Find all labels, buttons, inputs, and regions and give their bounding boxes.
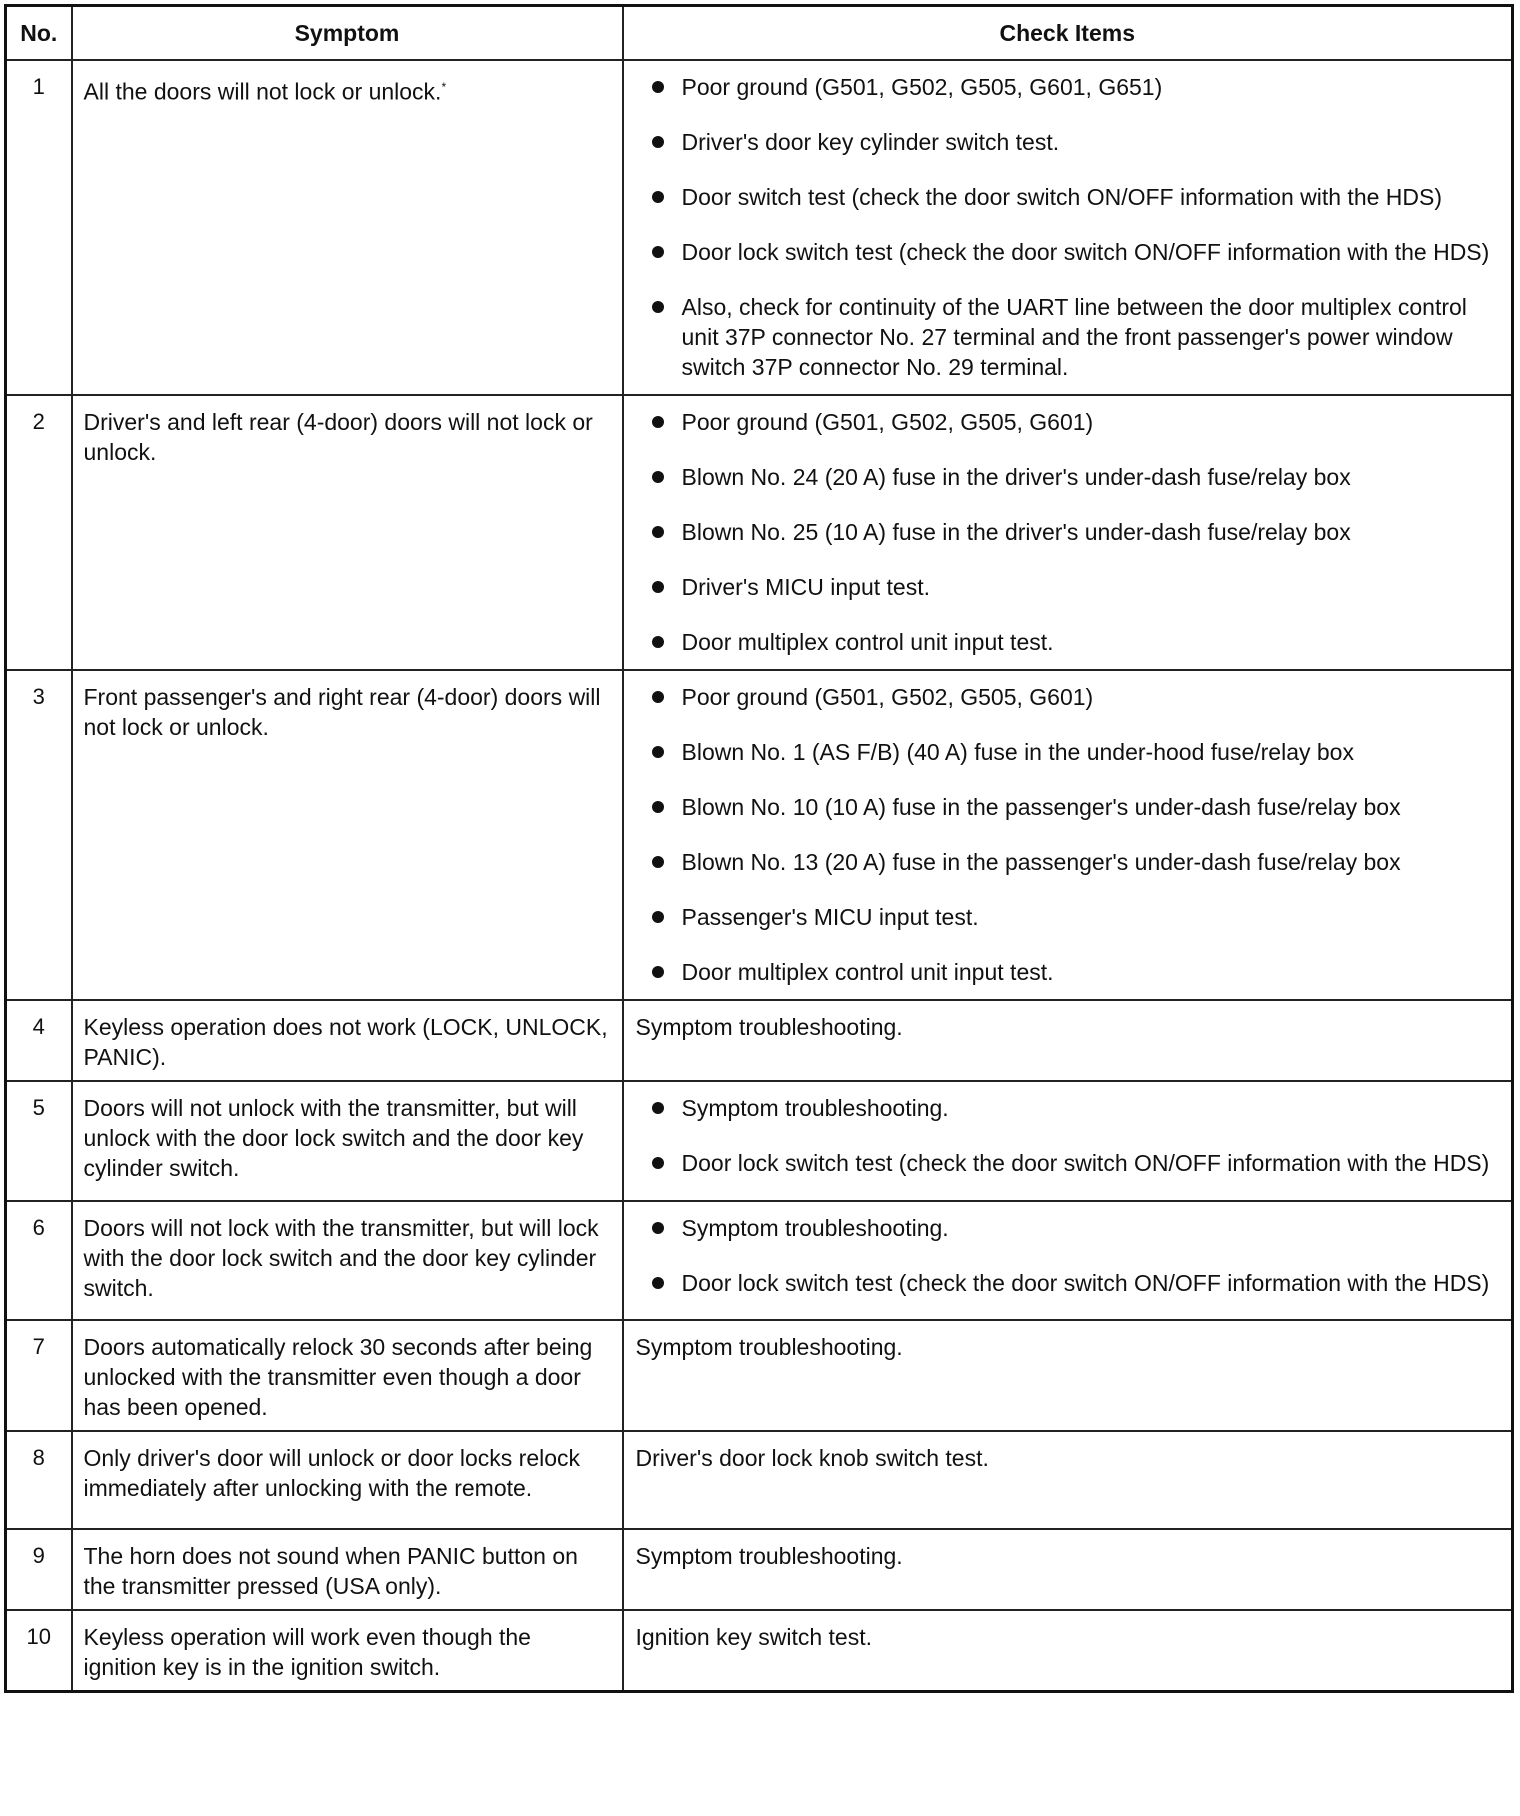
- symptom-text: Doors will not lock with the transmitter, but will lock with the door lock switch and the door key cylinder switch.: [83, 1215, 599, 1301]
- check-item-text: Poor ground (G501, G502, G505, G601): [681, 409, 1094, 435]
- bullet-icon: [652, 966, 664, 978]
- check-item-text: Door lock switch test (check the door switch ON/OFF information with the HDS): [681, 1270, 1490, 1296]
- list-item: [650, 627, 1502, 657]
- list-item: [650, 127, 1502, 157]
- list-item: [650, 682, 1502, 712]
- check-items-list: [624, 1202, 1512, 1310]
- symptom-text: Doors will not unlock with the transmitter, but will unlock with the door lock switch and the door key cylinder switch.: [83, 1095, 584, 1181]
- list-item: [650, 1093, 1502, 1123]
- symptom-cell: [72, 1529, 623, 1610]
- list-item: [650, 902, 1502, 932]
- bullet-icon: [652, 856, 664, 868]
- table-row: [6, 1431, 1513, 1529]
- check-item-text: Poor ground (G501, G502, G505, G601): [681, 684, 1094, 710]
- symptom-text: Keyless operation will work even though the ignition key is in the ignition switch.: [83, 1624, 531, 1680]
- bullet-icon: [652, 801, 664, 813]
- list-item: [650, 292, 1502, 382]
- bullet-icon: [652, 1102, 664, 1114]
- header-row: [6, 6, 1513, 61]
- row-number: 8: [6, 1431, 72, 1529]
- symptom-cell: [72, 60, 623, 395]
- bullet-icon: [652, 526, 664, 538]
- symptom-cell: [72, 395, 623, 670]
- bullet-icon: [652, 191, 664, 203]
- list-item: [650, 517, 1502, 547]
- check-item-text: Blown No. 10 (10 A) fuse in the passenger's under-dash fuse/relay box: [681, 794, 1401, 820]
- check-items-cell: Symptom troubleshooting.: [623, 1529, 1513, 1610]
- table-row: [6, 1081, 1513, 1201]
- bullet-icon: [652, 81, 664, 93]
- check-items-list: [624, 671, 1512, 999]
- table-row: [6, 395, 1513, 670]
- symptom-text: Driver's and left rear (4-door) doors will not lock or unlock.: [83, 409, 593, 465]
- check-items-cell: Symptom troubleshooting.: [623, 1000, 1513, 1081]
- table-row: [6, 670, 1513, 1000]
- bullet-icon: [652, 746, 664, 758]
- row-number: 2: [6, 395, 72, 670]
- check-items-cell: [623, 1201, 1513, 1320]
- check-items-cell: Driver's door lock knob switch test.: [623, 1431, 1513, 1529]
- check-item-text: Door lock switch test (check the door switch ON/OFF information with the HDS): [681, 1150, 1490, 1176]
- symptom-cell: [72, 1201, 623, 1320]
- list-item: [650, 407, 1502, 437]
- row-number: 10: [6, 1610, 72, 1692]
- list-item: [650, 1213, 1502, 1243]
- check-items-list: [624, 1082, 1512, 1190]
- check-item-text: Driver's door key cylinder switch test.: [681, 129, 1060, 155]
- check-items-cell: [623, 60, 1513, 395]
- list-item: [650, 182, 1502, 212]
- row-number: 5: [6, 1081, 72, 1201]
- bullet-icon: [652, 1222, 664, 1234]
- symptom-text: The horn does not sound when PANIC button on the transmitter pressed (USA only).: [83, 1543, 578, 1599]
- header-no: No.: [6, 6, 72, 61]
- check-item-text: Symptom troubleshooting.: [681, 1215, 949, 1241]
- row-number: 1: [6, 60, 72, 395]
- check-item-text: Door lock switch test (check the door switch ON/OFF information with the HDS): [681, 239, 1490, 265]
- check-items-cell: [623, 395, 1513, 670]
- symptom-cell: [72, 670, 623, 1000]
- bullet-icon: [652, 636, 664, 648]
- bullet-icon: [652, 1277, 664, 1289]
- row-number: 6: [6, 1201, 72, 1320]
- table-row: [6, 1610, 1513, 1692]
- bullet-icon: [652, 301, 664, 313]
- list-item: [650, 957, 1502, 987]
- symptom-cell: [72, 1431, 623, 1529]
- check-item-text: Passenger's MICU input test.: [681, 904, 979, 930]
- list-item: [650, 72, 1502, 102]
- symptom-text: Doors automatically relock 30 seconds after being unlocked with the transmitter even though a door has been opened.: [83, 1334, 593, 1420]
- check-item-text: Door multiplex control unit input test.: [681, 959, 1054, 985]
- check-item-text: Blown No. 24 (20 A) fuse in the driver's under-dash fuse/relay box: [681, 464, 1351, 490]
- bullet-icon: [652, 1157, 664, 1169]
- check-items-cell: [623, 670, 1513, 1000]
- list-item: [650, 462, 1502, 492]
- bullet-icon: [652, 416, 664, 428]
- check-item-text: Also, check for continuity of the UART line between the door multiplex control unit 37P connector No. 27 terminal and the front passenger's power window switch 37P connector No. 29 terminal.: [681, 294, 1467, 380]
- check-item-text: Driver's MICU input test.: [681, 574, 930, 600]
- check-items-cell: [623, 1081, 1513, 1201]
- header-symptom: Symptom: [72, 6, 623, 61]
- table-row: [6, 1320, 1513, 1431]
- bullet-icon: [652, 471, 664, 483]
- table-row: [6, 1000, 1513, 1081]
- symptom-check-table: [4, 4, 1514, 1693]
- troubleshooting-table-sheet: [4, 4, 1511, 1808]
- check-items-list: [624, 396, 1512, 669]
- table-body: [6, 60, 1513, 1692]
- row-number: 9: [6, 1529, 72, 1610]
- bullet-icon: [652, 691, 664, 703]
- row-number: 4: [6, 1000, 72, 1081]
- check-items-list: [624, 61, 1512, 394]
- check-item-text: Door switch test (check the door switch ON/OFF information with the HDS): [681, 184, 1443, 210]
- list-item: [650, 737, 1502, 767]
- table-row: [6, 1529, 1513, 1610]
- row-number: 7: [6, 1320, 72, 1431]
- table-row: [6, 1201, 1513, 1320]
- check-items-cell: Symptom troubleshooting.: [623, 1320, 1513, 1431]
- check-item-text: Symptom troubleshooting.: [681, 1095, 949, 1121]
- check-item-text: Door multiplex control unit input test.: [681, 629, 1054, 655]
- check-items-cell: Ignition key switch test.: [623, 1610, 1513, 1692]
- symptom-text: Only driver's door will unlock or door locks relock immediately after unlocking with the remote.: [83, 1445, 581, 1501]
- bullet-icon: [652, 136, 664, 148]
- symptom-text: Keyless operation does not work (LOCK, UNLOCK, PANIC).: [83, 1014, 608, 1070]
- check-item-text: Blown No. 1 (AS F/B) (40 A) fuse in the under-hood fuse/relay box: [681, 739, 1354, 765]
- symptom-text: All the doors will not lock or unlock.: [83, 78, 442, 105]
- symptom-cell: [72, 1610, 623, 1692]
- symptom-cell: [72, 1320, 623, 1431]
- list-item: [650, 237, 1502, 267]
- bullet-icon: [652, 581, 664, 593]
- list-item: [650, 1268, 1502, 1298]
- list-item: [650, 1148, 1502, 1178]
- check-item-text: Poor ground (G501, G502, G505, G601, G651): [681, 74, 1163, 100]
- symptom-footnote-marker: *: [441, 80, 447, 94]
- row-number: 3: [6, 670, 72, 1000]
- list-item: [650, 572, 1502, 602]
- check-item-text: Blown No. 13 (20 A) fuse in the passenger's under-dash fuse/relay box: [681, 849, 1401, 875]
- table-row: [6, 60, 1513, 395]
- symptom-cell: [72, 1000, 623, 1081]
- list-item: [650, 847, 1502, 877]
- symptom-text: Front passenger's and right rear (4-door) doors will not lock or unlock.: [83, 684, 601, 740]
- symptom-cell: [72, 1081, 623, 1201]
- list-item: [650, 792, 1502, 822]
- header-check-items: Check Items: [623, 6, 1513, 61]
- bullet-icon: [652, 911, 664, 923]
- bullet-icon: [652, 246, 664, 258]
- check-item-text: Blown No. 25 (10 A) fuse in the driver's under-dash fuse/relay box: [681, 519, 1351, 545]
